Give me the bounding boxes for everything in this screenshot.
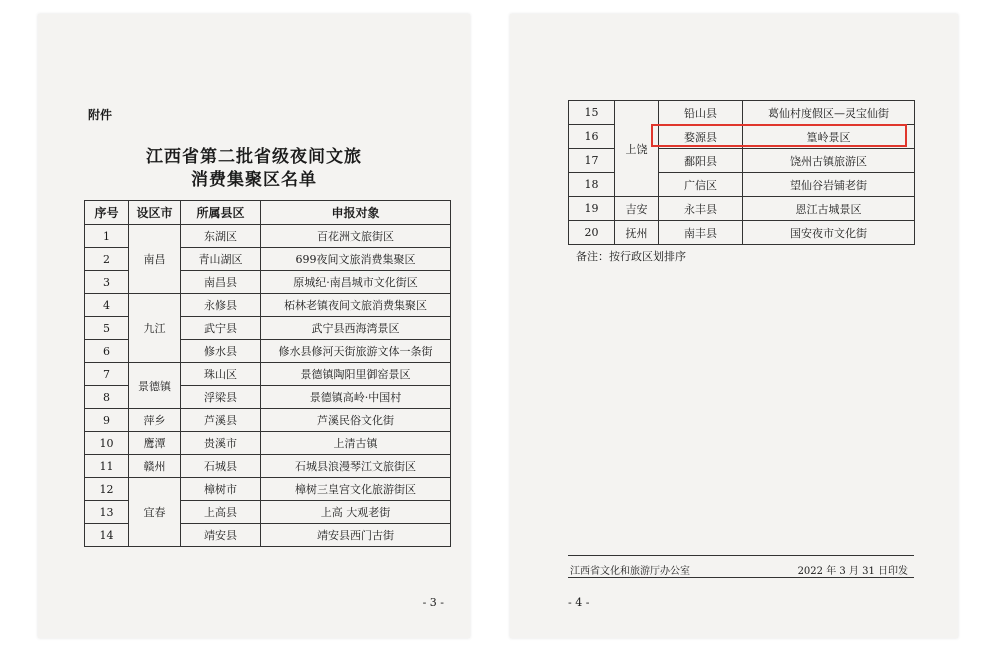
- county-cell: 永丰县: [659, 197, 743, 221]
- row-number: 14: [85, 524, 129, 547]
- row-number: 4: [85, 294, 129, 317]
- target-cell: 恩江古城景区: [743, 197, 915, 221]
- target-cell: 武宁县西海湾景区: [261, 317, 451, 340]
- row-number: 8: [85, 386, 129, 409]
- row-number: 9: [85, 409, 129, 432]
- row-number: 3: [85, 271, 129, 294]
- target-cell: 望仙谷岩铺老街: [743, 173, 915, 197]
- city-cell: 九江: [129, 294, 181, 363]
- county-cell: 广信区: [659, 173, 743, 197]
- table-header-row: [85, 201, 451, 225]
- county-cell: 浮梁县: [181, 386, 261, 409]
- county-cell: 永修县: [181, 294, 261, 317]
- footer-rule-top: [568, 555, 914, 556]
- row-number: 12: [85, 478, 129, 501]
- table-row: [85, 294, 451, 317]
- county-cell: 铅山县: [659, 101, 743, 125]
- row-number: 19: [569, 197, 615, 221]
- table-row: [85, 478, 451, 501]
- row-number: 11: [85, 455, 129, 478]
- row-number: 20: [569, 221, 615, 245]
- target-cell: 石城县浪漫琴江文旅街区: [261, 455, 451, 478]
- target-cell: 葛仙村度假区—灵宝仙街: [743, 101, 915, 125]
- target-cell: 景德镇高岭·中国村: [261, 386, 451, 409]
- header-county: 所属县区: [181, 201, 261, 225]
- county-cell: 婺源县: [659, 125, 743, 149]
- county-cell: 贵溪市: [181, 432, 261, 455]
- table-row: [85, 432, 451, 455]
- table-row: [569, 197, 915, 221]
- footer-rule-bottom: [568, 577, 914, 578]
- row-number: 10: [85, 432, 129, 455]
- county-cell: 鄱阳县: [659, 149, 743, 173]
- row-number: 5: [85, 317, 129, 340]
- header-city: 设区市: [129, 201, 181, 225]
- target-cell: 芦溪民俗文化街: [261, 409, 451, 432]
- city-cell: 抚州: [615, 221, 659, 245]
- row-number: 13: [85, 501, 129, 524]
- target-cell: 修水县修河天街旅游文体一条街: [261, 340, 451, 363]
- city-cell: 宜春: [129, 478, 181, 547]
- row-number: 15: [569, 101, 615, 125]
- table-row: [85, 363, 451, 386]
- target-cell: 699夜间文旅消费集聚区: [261, 248, 451, 271]
- city-cell: 上饶: [615, 101, 659, 197]
- target-cell: 原城纪·南昌城市文化街区: [261, 271, 451, 294]
- county-cell: 南丰县: [659, 221, 743, 245]
- city-cell: 南昌: [129, 225, 181, 294]
- county-cell: 修水县: [181, 340, 261, 363]
- target-cell: 樟树三皇宫文化旅游街区: [261, 478, 451, 501]
- table-row: [85, 455, 451, 478]
- zones-table-part1: [84, 200, 451, 547]
- row-number: 6: [85, 340, 129, 363]
- county-cell: 石城县: [181, 455, 261, 478]
- target-cell: 柘林老镇夜间文旅消费集聚区: [261, 294, 451, 317]
- row-number: 7: [85, 363, 129, 386]
- county-cell: 东湖区: [181, 225, 261, 248]
- table-row: [85, 225, 451, 248]
- target-cell: 篁岭景区: [743, 125, 915, 149]
- city-cell: 吉安: [615, 197, 659, 221]
- city-cell: 景德镇: [129, 363, 181, 409]
- county-cell: 青山湖区: [181, 248, 261, 271]
- county-cell: 珠山区: [181, 363, 261, 386]
- row-number: 18: [569, 173, 615, 197]
- footer-date: 2022 年 3 月 31 日印发: [797, 566, 908, 577]
- county-cell: 上高县: [181, 501, 261, 524]
- row-number: 2: [85, 248, 129, 271]
- page-number: - 4 -: [568, 596, 590, 609]
- target-cell: 上高 大观老街: [261, 501, 451, 524]
- table-row: [569, 221, 915, 245]
- header-number: 序号: [85, 201, 129, 225]
- county-cell: 南昌县: [181, 271, 261, 294]
- table-row: [85, 409, 451, 432]
- county-cell: 芦溪县: [181, 409, 261, 432]
- page-number: - 3 -: [422, 596, 444, 609]
- county-cell: 樟树市: [181, 478, 261, 501]
- zones-table-part2: [568, 100, 915, 245]
- table-note: 备注：按行政区划排序: [576, 250, 686, 263]
- table-row: [569, 101, 915, 125]
- highlight-box: [651, 124, 907, 147]
- county-cell: 靖安县: [181, 524, 261, 547]
- document-title-line2: 消费集聚区名单: [191, 170, 317, 190]
- city-cell: 赣州: [129, 455, 181, 478]
- document-title-line1: 江西省第二批省级夜间文旅: [146, 147, 362, 167]
- target-cell: 景德镇陶阳里御窑景区: [261, 363, 451, 386]
- footer-issuer: 江西省文化和旅游厅办公室: [570, 566, 690, 577]
- document-page-4: [510, 14, 958, 638]
- target-cell: 饶州古镇旅游区: [743, 149, 915, 173]
- city-cell: 鹰潭: [129, 432, 181, 455]
- attachment-label: 附件: [88, 108, 113, 122]
- target-cell: 靖安县西门古街: [261, 524, 451, 547]
- target-cell: 上清古镇: [261, 432, 451, 455]
- document-page-3: [38, 14, 470, 638]
- target-cell: 国安夜市文化街: [743, 221, 915, 245]
- row-number: 16: [569, 125, 615, 149]
- city-cell: 萍乡: [129, 409, 181, 432]
- row-number: 17: [569, 149, 615, 173]
- row-number: 1: [85, 225, 129, 248]
- target-cell: 百花洲文旅街区: [261, 225, 451, 248]
- county-cell: 武宁县: [181, 317, 261, 340]
- header-target: 申报对象: [261, 201, 451, 225]
